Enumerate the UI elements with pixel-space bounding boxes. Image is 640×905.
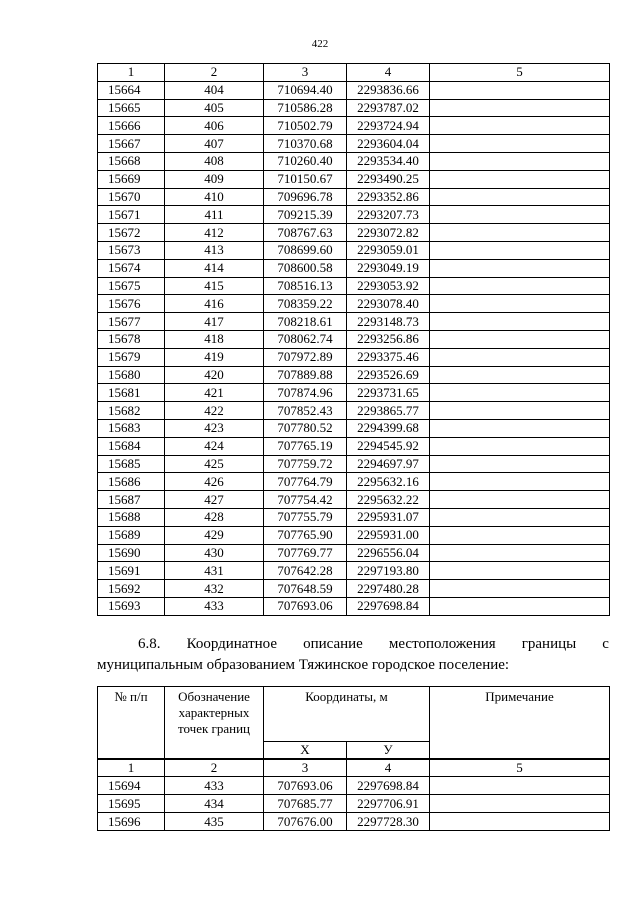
- column-number: 3: [264, 64, 347, 82]
- cell-number: 15676: [98, 295, 165, 313]
- cell-y: 2295931.00: [347, 526, 430, 544]
- cell-number: 15696: [98, 813, 165, 831]
- cell-point: 408: [165, 152, 264, 170]
- cell-note: [430, 241, 610, 259]
- table-row: [98, 402, 610, 420]
- cell-x: 707972.89: [264, 348, 347, 366]
- cell-point: 414: [165, 259, 264, 277]
- table-row: [98, 99, 610, 117]
- table-row: [98, 241, 610, 259]
- cell-x: 710502.79: [264, 117, 347, 135]
- cell-x: 707765.90: [264, 526, 347, 544]
- cell-x: 707889.88: [264, 366, 347, 384]
- cell-note: [430, 277, 610, 295]
- table-row: [98, 384, 610, 402]
- table-row: [98, 580, 610, 598]
- cell-y: 2293375.46: [347, 348, 430, 366]
- column-number: 4: [347, 759, 430, 777]
- cell-note: [430, 597, 610, 615]
- table-row: [98, 348, 610, 366]
- table-row: [98, 508, 610, 526]
- cell-point: 420: [165, 366, 264, 384]
- cell-note: [430, 544, 610, 562]
- cell-note: [430, 152, 610, 170]
- cell-point: 428: [165, 508, 264, 526]
- cell-note: [430, 135, 610, 153]
- cell-number: 15664: [98, 81, 165, 99]
- cell-number: 15674: [98, 259, 165, 277]
- cell-number: 15693: [98, 597, 165, 615]
- cell-y: 2294697.97: [347, 455, 430, 473]
- header-point-designation: Обозначение характерных точек границ: [165, 687, 264, 760]
- cell-note: [430, 224, 610, 242]
- cell-note: [430, 188, 610, 206]
- column-number: 5: [430, 759, 610, 777]
- page-number: 422: [311, 38, 329, 50]
- cell-number: 15667: [98, 135, 165, 153]
- column-number-row: [98, 64, 610, 82]
- cell-number: 15671: [98, 206, 165, 224]
- cell-x: 708699.60: [264, 241, 347, 259]
- cell-y: 2297728.30: [347, 813, 430, 831]
- column-number: 2: [165, 64, 264, 82]
- cell-x: 707648.59: [264, 580, 347, 598]
- cell-note: [430, 813, 610, 831]
- cell-number: 15694: [98, 777, 165, 795]
- cell-y: 2293049.19: [347, 259, 430, 277]
- cell-x: 707874.96: [264, 384, 347, 402]
- cell-point: 430: [165, 544, 264, 562]
- section-heading-line2: муниципальным образованием Тяжинское городское поселение:: [97, 657, 510, 673]
- cell-y: 2293490.25: [347, 170, 430, 188]
- cell-note: [430, 777, 610, 795]
- cell-number: 15672: [98, 224, 165, 242]
- cell-y: 2293352.86: [347, 188, 430, 206]
- table-row: [98, 170, 610, 188]
- cell-note: [430, 437, 610, 455]
- cell-number: 15687: [98, 491, 165, 509]
- cell-point: 434: [165, 795, 264, 813]
- cell-y: 2293526.69: [347, 366, 430, 384]
- cell-number: 15675: [98, 277, 165, 295]
- cell-y: 2297706.91: [347, 795, 430, 813]
- header-y: У: [347, 742, 430, 760]
- cell-x: 707755.79: [264, 508, 347, 526]
- coordinates-table-continued: [97, 63, 610, 616]
- section-word: описание: [303, 636, 363, 652]
- table-row: [98, 295, 610, 313]
- cell-number: 15678: [98, 330, 165, 348]
- table-row: [98, 117, 610, 135]
- cell-note: [430, 117, 610, 135]
- table-row: [98, 777, 610, 795]
- cell-note: [430, 259, 610, 277]
- cell-point: 432: [165, 580, 264, 598]
- cell-y: 2293072.82: [347, 224, 430, 242]
- cell-x: 708767.63: [264, 224, 347, 242]
- table-row: [98, 437, 610, 455]
- cell-point: 435: [165, 813, 264, 831]
- cell-y: 2295632.22: [347, 491, 430, 509]
- section-number: 6.8.: [138, 636, 161, 652]
- cell-point: 425: [165, 455, 264, 473]
- section-word: границы: [521, 636, 577, 652]
- cell-note: [430, 473, 610, 491]
- cell-note: [430, 580, 610, 598]
- cell-x: 710694.40: [264, 81, 347, 99]
- cell-x: 710586.28: [264, 99, 347, 117]
- table-row: [98, 313, 610, 331]
- cell-y: 2293534.40: [347, 152, 430, 170]
- cell-y: 2297480.28: [347, 580, 430, 598]
- cell-note: [430, 313, 610, 331]
- section-word: Координатное: [186, 636, 278, 652]
- header-coordinates: Координаты, м: [264, 687, 430, 742]
- cell-number: 15685: [98, 455, 165, 473]
- cell-number: 15689: [98, 526, 165, 544]
- coordinates-table: [97, 686, 610, 831]
- cell-x: 710370.68: [264, 135, 347, 153]
- cell-y: 2293207.73: [347, 206, 430, 224]
- column-number: 5: [430, 64, 610, 82]
- cell-number: 15666: [98, 117, 165, 135]
- section-heading: [97, 634, 609, 676]
- column-number: 1: [98, 64, 165, 82]
- cell-number: 15691: [98, 562, 165, 580]
- cell-point: 433: [165, 777, 264, 795]
- cell-note: [430, 419, 610, 437]
- table-row: [98, 259, 610, 277]
- column-number-row: [98, 759, 610, 777]
- cell-y: 2293059.01: [347, 241, 430, 259]
- cell-x: 708516.13: [264, 277, 347, 295]
- cell-number: 15695: [98, 795, 165, 813]
- cell-note: [430, 491, 610, 509]
- cell-point: 406: [165, 117, 264, 135]
- cell-note: [430, 295, 610, 313]
- cell-y: 2294399.68: [347, 419, 430, 437]
- cell-y: 2293836.66: [347, 81, 430, 99]
- cell-point: 412: [165, 224, 264, 242]
- cell-number: 15668: [98, 152, 165, 170]
- cell-point: 422: [165, 402, 264, 420]
- cell-number: 15686: [98, 473, 165, 491]
- cell-note: [430, 170, 610, 188]
- table-row: [98, 330, 610, 348]
- cell-point: 413: [165, 241, 264, 259]
- cell-note: [430, 455, 610, 473]
- table-row: [98, 206, 610, 224]
- table-row: [98, 526, 610, 544]
- cell-note: [430, 795, 610, 813]
- cell-y: 2294545.92: [347, 437, 430, 455]
- cell-point: 407: [165, 135, 264, 153]
- cell-y: 2293256.86: [347, 330, 430, 348]
- cell-y: 2293604.04: [347, 135, 430, 153]
- table-row: [98, 813, 610, 831]
- cell-number: 15680: [98, 366, 165, 384]
- cell-number: 15688: [98, 508, 165, 526]
- table-row: [98, 81, 610, 99]
- cell-x: 707693.06: [264, 777, 347, 795]
- cell-point: 433: [165, 597, 264, 615]
- cell-point: 405: [165, 99, 264, 117]
- table-row: [98, 455, 610, 473]
- table-row: [98, 152, 610, 170]
- cell-y: 2297698.84: [347, 777, 430, 795]
- cell-note: [430, 508, 610, 526]
- cell-x: 707642.28: [264, 562, 347, 580]
- cell-number: 15669: [98, 170, 165, 188]
- cell-x: 707852.43: [264, 402, 347, 420]
- cell-y: 2293787.02: [347, 99, 430, 117]
- column-number: 3: [264, 759, 347, 777]
- cell-x: 707769.77: [264, 544, 347, 562]
- cell-note: [430, 526, 610, 544]
- table-header-row: [98, 687, 610, 742]
- coordinates-table-body: [98, 64, 610, 616]
- table-row: [98, 188, 610, 206]
- section-heading-line1: [97, 634, 609, 655]
- cell-x: 707780.52: [264, 419, 347, 437]
- cell-number: 15681: [98, 384, 165, 402]
- cell-note: [430, 384, 610, 402]
- section-word: с: [602, 636, 609, 652]
- cell-note: [430, 562, 610, 580]
- table-row: [98, 277, 610, 295]
- cell-point: 409: [165, 170, 264, 188]
- coordinates-table-body: [98, 759, 610, 831]
- cell-number: 15673: [98, 241, 165, 259]
- cell-point: 423: [165, 419, 264, 437]
- cell-point: 417: [165, 313, 264, 331]
- cell-point: 421: [165, 384, 264, 402]
- cell-x: 707676.00: [264, 813, 347, 831]
- header-x: X: [264, 742, 347, 760]
- cell-note: [430, 99, 610, 117]
- cell-x: 708600.58: [264, 259, 347, 277]
- cell-x: 709696.78: [264, 188, 347, 206]
- cell-y: 2297698.84: [347, 597, 430, 615]
- cell-y: 2293053.92: [347, 277, 430, 295]
- cell-note: [430, 206, 610, 224]
- cell-point: 431: [165, 562, 264, 580]
- cell-number: 15692: [98, 580, 165, 598]
- section-word: местоположения: [388, 636, 496, 652]
- cell-point: 424: [165, 437, 264, 455]
- cell-y: 2296556.04: [347, 544, 430, 562]
- table-row: [98, 544, 610, 562]
- cell-number: 15690: [98, 544, 165, 562]
- table-row: [98, 562, 610, 580]
- cell-y: 2293865.77: [347, 402, 430, 420]
- cell-point: 427: [165, 491, 264, 509]
- cell-note: [430, 81, 610, 99]
- cell-x: 707759.72: [264, 455, 347, 473]
- cell-x: 707754.42: [264, 491, 347, 509]
- cell-point: 426: [165, 473, 264, 491]
- header-number: № п/п: [98, 687, 165, 760]
- table-row: [98, 419, 610, 437]
- header-note: Примечание: [430, 687, 610, 760]
- cell-point: 418: [165, 330, 264, 348]
- table-row: [98, 597, 610, 615]
- cell-x: 707693.06: [264, 597, 347, 615]
- cell-point: 419: [165, 348, 264, 366]
- table-row: [98, 491, 610, 509]
- cell-note: [430, 402, 610, 420]
- cell-x: 708062.74: [264, 330, 347, 348]
- table-row: [98, 224, 610, 242]
- table-row: [98, 795, 610, 813]
- cell-y: 2297193.80: [347, 562, 430, 580]
- cell-x: 708359.22: [264, 295, 347, 313]
- table-row: [98, 135, 610, 153]
- cell-y: 2295931.07: [347, 508, 430, 526]
- cell-y: 2293148.73: [347, 313, 430, 331]
- cell-y: 2295632.16: [347, 473, 430, 491]
- cell-number: 15684: [98, 437, 165, 455]
- cell-number: 15679: [98, 348, 165, 366]
- cell-x: 709215.39: [264, 206, 347, 224]
- cell-point: 415: [165, 277, 264, 295]
- cell-y: 2293731.65: [347, 384, 430, 402]
- cell-y: 2293078.40: [347, 295, 430, 313]
- cell-point: 410: [165, 188, 264, 206]
- cell-point: 404: [165, 81, 264, 99]
- column-number: 1: [98, 759, 165, 777]
- cell-number: 15670: [98, 188, 165, 206]
- cell-number: 15677: [98, 313, 165, 331]
- table-row: [98, 366, 610, 384]
- cell-point: 429: [165, 526, 264, 544]
- cell-x: 707765.19: [264, 437, 347, 455]
- table-row: [98, 473, 610, 491]
- cell-number: 15665: [98, 99, 165, 117]
- cell-x: 707685.77: [264, 795, 347, 813]
- cell-note: [430, 330, 610, 348]
- cell-note: [430, 348, 610, 366]
- cell-note: [430, 366, 610, 384]
- cell-number: 15683: [98, 419, 165, 437]
- column-number: 2: [165, 759, 264, 777]
- column-number: 4: [347, 64, 430, 82]
- cell-x: 710260.40: [264, 152, 347, 170]
- cell-point: 416: [165, 295, 264, 313]
- cell-y: 2293724.94: [347, 117, 430, 135]
- cell-x: 707764.79: [264, 473, 347, 491]
- cell-point: 411: [165, 206, 264, 224]
- cell-x: 710150.67: [264, 170, 347, 188]
- cell-number: 15682: [98, 402, 165, 420]
- cell-x: 708218.61: [264, 313, 347, 331]
